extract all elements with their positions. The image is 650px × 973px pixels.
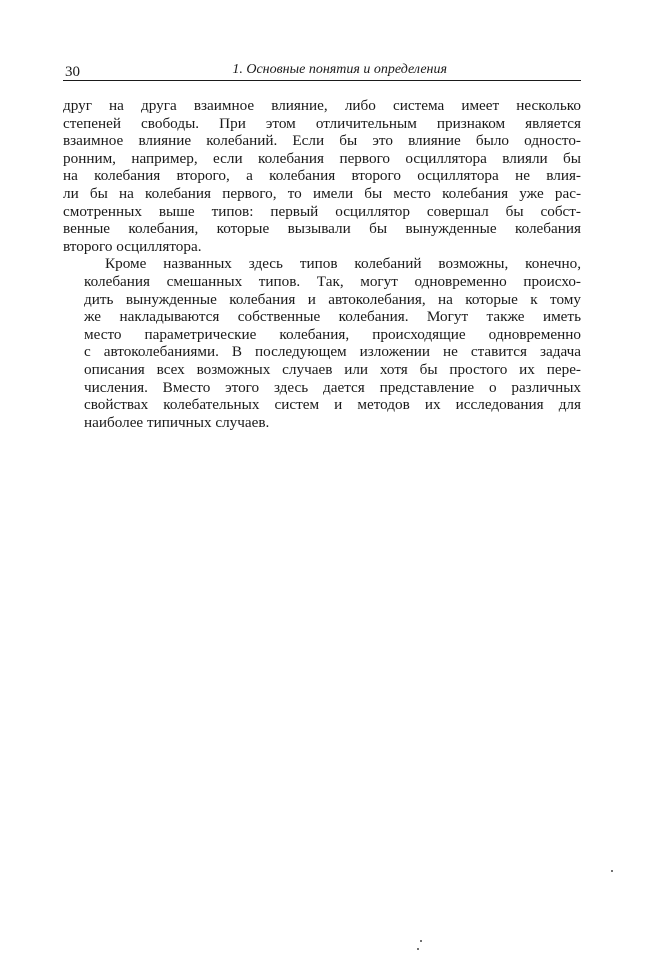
running-header	[63, 62, 581, 81]
running-title: 1. Основные понятия и определения	[232, 62, 447, 77]
text-line: дить вынужденные колебания и автоколебания, на которые к тому	[84, 290, 581, 308]
body-text	[63, 97, 581, 431]
text-line: Кроме названных здесь типов колебаний возможны, конечно,	[105, 255, 581, 273]
text-line: с автоколебаниями. В последующем изложении не ставится задача	[84, 343, 581, 361]
text-line: друг на друга взаимное влияние, либо система имеет несколько	[63, 97, 581, 114]
paragraph	[63, 97, 581, 255]
text-line: свойствах колебательных систем и методов их исследования для	[84, 396, 581, 414]
paragraph	[63, 255, 581, 431]
text-line: же накладываются собственные колебания. Могут также иметь	[84, 308, 581, 326]
text-line: взаимное влияние колебаний. Если бы это влияние было односто-	[63, 132, 581, 150]
text-line: венные колебания, которые вызывали бы вынужденные колебания	[63, 220, 581, 238]
text-line: колебания смешанных типов. Так, могут одновременно происхо-	[84, 272, 581, 290]
text-line: наиболее типичных случаев.	[84, 413, 270, 431]
page-number: 30	[65, 64, 80, 80]
text-line: описания всех возможных случаев или хотя бы простого их пере-	[84, 360, 581, 378]
text-line: числения. Вместо этого здесь дается представление о различных	[84, 378, 581, 396]
text-line: место параметрические колебания, происходящие одновременно	[84, 325, 581, 343]
text-line: степеней свободы. При этом отличительным признаком является	[63, 114, 581, 132]
text-line: ронним, например, если колебания первого осциллятора влияли бы	[63, 149, 581, 167]
text-line: ли бы на колебания первого, то имели бы место колебания уже рас-	[63, 184, 581, 202]
text-line: второго осциллятора.	[63, 237, 202, 255]
scan-speck	[420, 940, 422, 942]
scan-speck	[611, 870, 613, 872]
text-line: смотренных выше типов: первый осциллятор совершал бы собст-	[63, 202, 581, 220]
scan-speck	[417, 948, 419, 950]
text-line: на колебания второго, а колебания второго осциллятора не влия-	[63, 167, 581, 185]
